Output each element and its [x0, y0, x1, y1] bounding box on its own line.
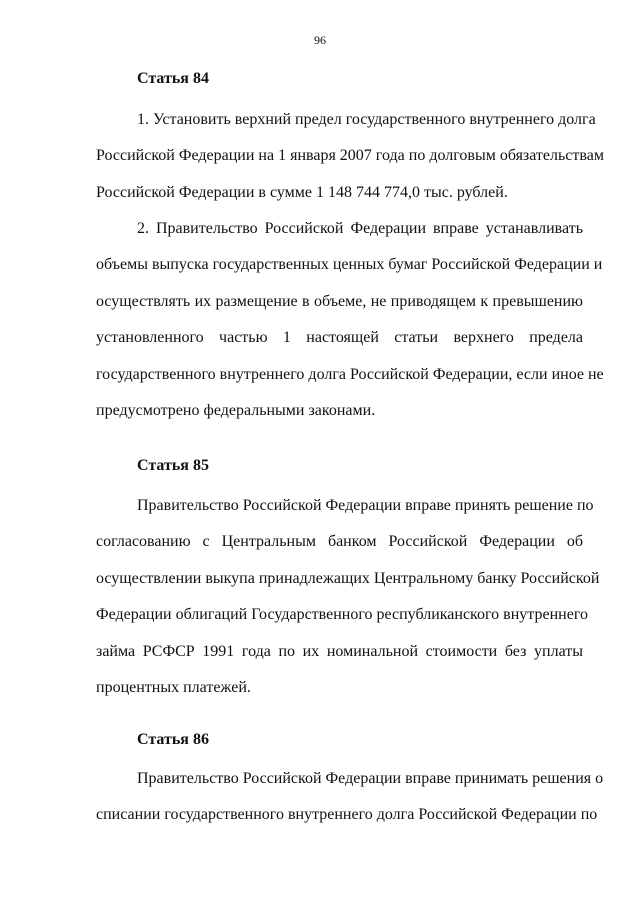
article-86-paragraph-1: [96, 761, 604, 834]
text-line: Правительство Российской Федерации вправе принять решение по: [137, 497, 594, 514]
text-line: 2. Правительство Российской Федерации вправе устанавливать: [137, 220, 583, 237]
article-84-paragraph-1: [96, 102, 604, 211]
article-85-heading: Статья 85: [137, 457, 209, 474]
text-line: предусмотрено федеральными законами.: [96, 401, 376, 419]
text-line: Российской Федерации в сумме 1 148 744 774,0 тыс. рублей.: [96, 183, 508, 201]
text-line: осуществлении выкупа принадлежащих Центральному банку Российской: [96, 569, 600, 587]
article-84-paragraph-2: [96, 211, 604, 429]
text-line: установленного частью 1 настоящей статьи верхнего предела: [96, 329, 583, 347]
text-line: государственного внутреннего долга Российской Федерации, если иное не: [96, 365, 604, 383]
text-line: Российской Федерации на 1 января 2007 года по долговым обязательствам: [96, 147, 604, 165]
text-line: процентных платежей.: [96, 678, 251, 696]
text-line: Правительство Российской Федерации вправе принимать решения о: [137, 770, 604, 787]
text-line: объемы выпуска государственных ценных бумаг Российской Федерации и: [96, 256, 603, 274]
page-number: 96: [314, 33, 326, 47]
text-line: осуществлять их размещение в объеме, не приводящем к превышению: [96, 292, 583, 310]
text-line: займа РСФСР 1991 года по их номинальной стоимости без уплаты: [96, 642, 583, 660]
article-85-paragraph-1: [96, 488, 600, 706]
text-line: согласованию с Центральным банком Российской Федерации об: [96, 533, 583, 551]
article-84-heading: Статья 84: [137, 70, 209, 87]
text-line: 1. Установить верхний предел государственного внутреннего долга: [137, 111, 596, 128]
article-86-heading: Статья 86: [137, 731, 209, 748]
text-line: списании государственного внутреннего долга Российской Федерации по: [96, 806, 598, 824]
text-line: Федерации облигаций Государственного республиканского внутреннего: [96, 606, 588, 624]
